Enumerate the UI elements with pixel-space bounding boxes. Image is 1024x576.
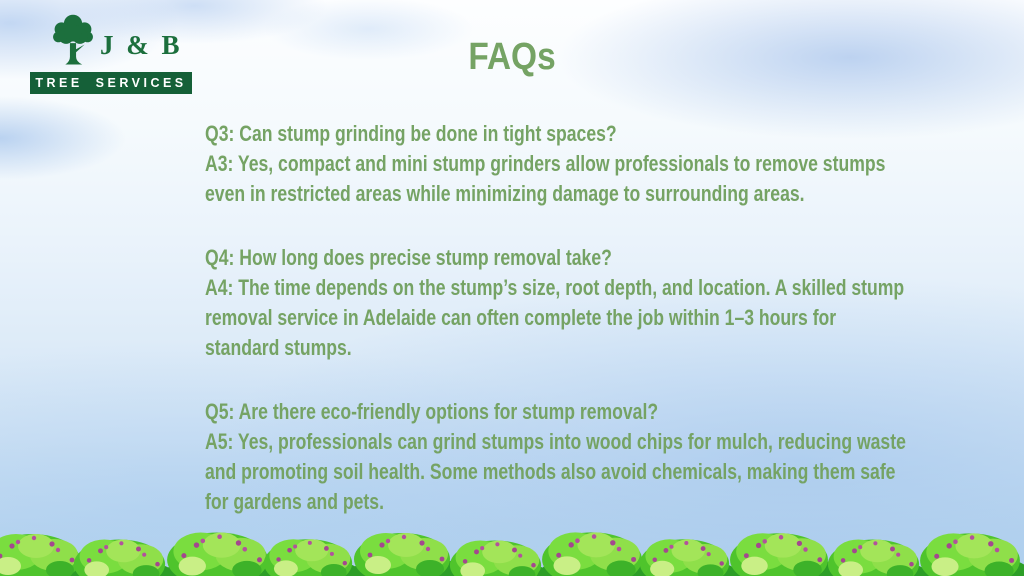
faq-answer-line: standard stumps.	[205, 335, 352, 360]
page-title: FAQs	[468, 36, 556, 78]
faq-question: Q4: How long does precise stump removal take?	[205, 245, 612, 270]
logo-tagline: TREE SERVICES	[30, 72, 192, 94]
faq-answer-line: even in restricted areas while minimizing damage to surrounding areas.	[205, 181, 805, 206]
faq-answer-line: A3: Yes, compact and mini stump grinders allow professionals to remove stumps	[205, 151, 886, 176]
logo-name: J & B	[100, 30, 183, 60]
faq-answer-line: removal service in Adelaide can often complete the job within 1–3 hours for	[205, 305, 837, 330]
faq-content	[205, 119, 906, 517]
faq-block-q5	[205, 397, 906, 517]
faq-answer-line: for gardens and pets.	[205, 489, 384, 514]
faq-answer-line: and promoting soil health. Some methods also avoid chemicals, making them safe	[205, 459, 896, 484]
bushes-illustration	[0, 518, 1024, 576]
faq-block-q4	[205, 243, 906, 363]
faq-question: Q5: Are there eco-friendly options for stump removal?	[205, 399, 659, 424]
faq-block-q3	[205, 119, 906, 209]
faq-answer-line: A5: Yes, professionals can grind stumps into wood chips for mulch, reducing waste	[205, 429, 906, 454]
faq-question: Q3: Can stump grinding be done in tight spaces?	[205, 121, 617, 146]
faq-answer-line: A4: The time depends on the stump’s size, root depth, and location. A skilled stump	[205, 275, 905, 300]
